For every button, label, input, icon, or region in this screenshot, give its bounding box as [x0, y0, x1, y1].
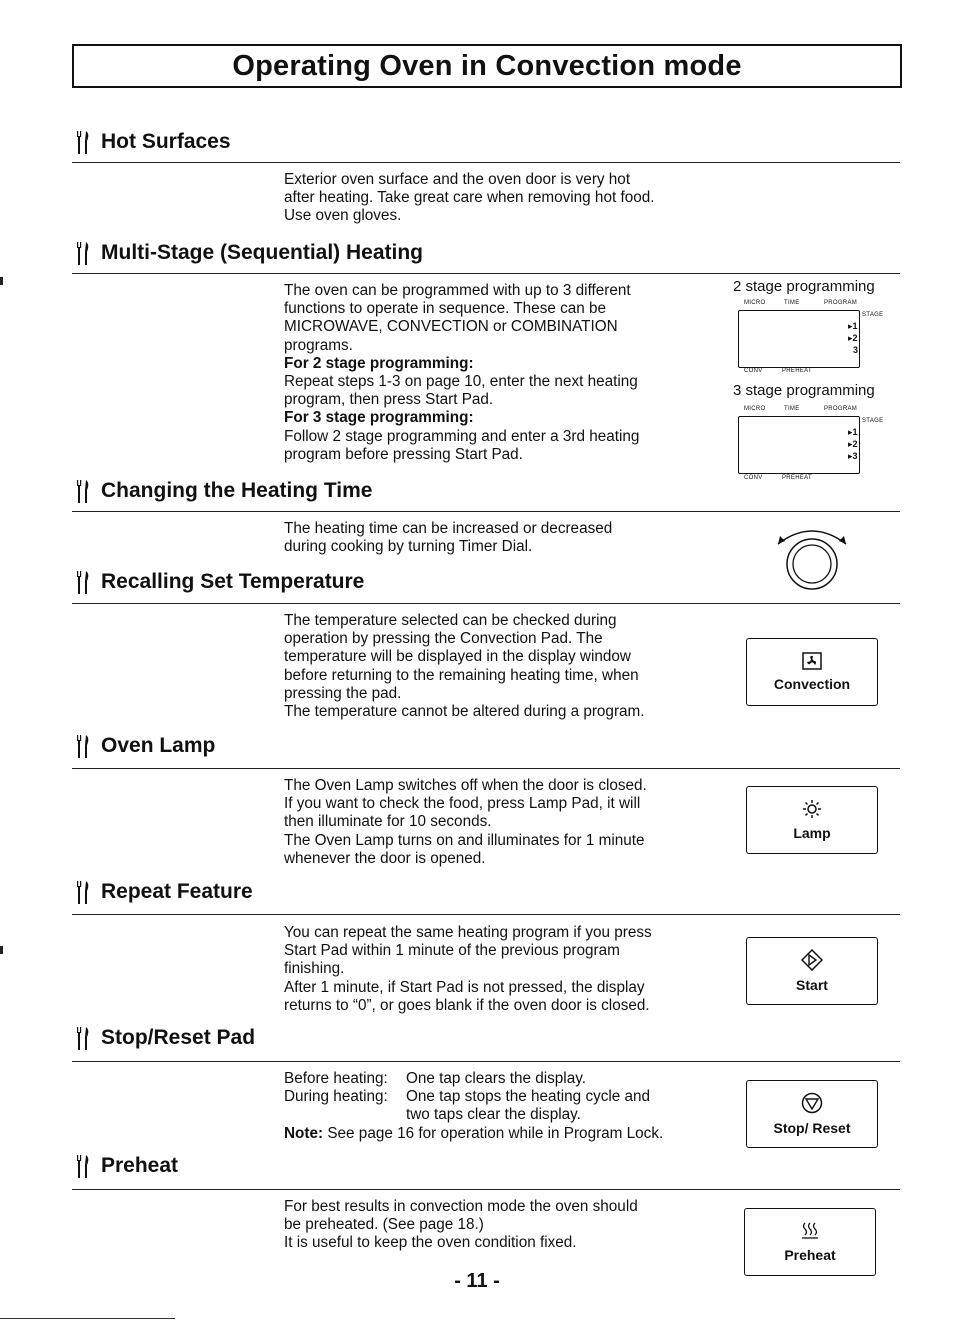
text-line: before returning to the remaining heating time, when	[284, 666, 639, 684]
preheat-pad[interactable]	[744, 1208, 876, 1276]
pad-label: Stop/ Reset	[773, 1120, 851, 1136]
section-heading-text: Repeat Feature	[101, 880, 253, 903]
section-rule	[72, 273, 900, 274]
text-line: operation by pressing the Convection Pad. The	[284, 630, 603, 648]
multi-stage-text	[284, 282, 714, 464]
display-2-stage	[738, 298, 888, 376]
text-line: The temperature cannot be altered during a program.	[284, 703, 645, 721]
repeat-feature-text	[284, 924, 714, 1015]
text-line: Repeat steps 1-3 on page 10, enter the next heating	[284, 373, 638, 391]
section-rule	[72, 1061, 900, 1062]
stage-number: 2	[852, 333, 858, 343]
stage-number: 3	[853, 345, 859, 355]
start-pad[interactable]	[746, 937, 878, 1005]
stop-reset-text	[284, 1070, 724, 1143]
row-label: During heating:	[284, 1088, 388, 1106]
text-line: The oven can be programmed with up to 3 different	[284, 282, 631, 299]
text-line: It is useful to keep the oven condition fixed.	[284, 1234, 577, 1252]
text-line: Follow 2 stage programming and enter a 3rd heating	[284, 427, 640, 445]
display-label: PROGRAM	[824, 406, 858, 412]
stage-indicators: ▸1 ▸2 ▸3	[848, 427, 858, 461]
fork-knife-icon	[75, 1026, 95, 1050]
row-text: One tap stops the heating cycle and	[406, 1088, 651, 1106]
text-line: MICROWAVE, CONVECTION or COMBINATION	[284, 318, 618, 336]
stop-reset-pad[interactable]	[746, 1080, 878, 1148]
convection-pad[interactable]	[746, 638, 878, 706]
heat-waves-icon	[799, 1221, 821, 1241]
display-window	[738, 310, 860, 368]
section-rule	[72, 1189, 900, 1190]
fork-knife-icon	[75, 1154, 95, 1178]
section-rule	[72, 511, 900, 512]
display-label: TIME	[784, 300, 800, 306]
light-bulb-icon	[802, 799, 822, 819]
changing-time-text	[284, 520, 714, 556]
subheading-3-stage: For 3 stage programming:	[284, 409, 474, 427]
section-heading-text: Changing the Heating Time	[101, 479, 373, 502]
text-line: The temperature selected can be checked during	[284, 612, 617, 629]
row-text: two taps clear the display.	[406, 1106, 581, 1124]
display-label: TIME	[784, 406, 800, 412]
stage-indicators: ▸1 ▸2 3	[848, 321, 859, 355]
preheat-text	[284, 1198, 714, 1253]
display-window	[738, 416, 860, 474]
text-line: be preheated. (See page 18.)	[284, 1216, 484, 1234]
start-icon	[801, 949, 823, 971]
text-line: temperature will be displayed in the display window	[284, 648, 631, 666]
text-line: returns to “0”, or goes blank if the oven door is closed.	[284, 996, 650, 1014]
text-line: then illuminate for 10 seconds.	[284, 813, 492, 831]
text-line: For best results in convection mode the oven should	[284, 1198, 638, 1215]
display-label: MICRO	[744, 406, 766, 412]
section-heading-recalling-temp	[75, 570, 364, 594]
section-heading-hot-surfaces	[75, 130, 231, 154]
footer-rule	[0, 1318, 175, 1319]
text-line: Start Pad within 1 minute of the previous program	[284, 942, 620, 960]
text-line: The heating time can be increased or decreased	[284, 520, 613, 537]
oven-lamp-text	[284, 777, 714, 868]
pad-label: Preheat	[784, 1247, 836, 1263]
fork-knife-icon	[75, 570, 95, 594]
fork-knife-icon	[75, 880, 95, 904]
text-line: After 1 minute, if Start Pad is not pressed, the display	[284, 978, 645, 996]
section-rule	[72, 603, 900, 604]
fork-knife-icon	[75, 130, 95, 154]
text-line: finishing.	[284, 960, 345, 978]
lamp-pad[interactable]	[746, 786, 878, 854]
margin-mark	[0, 277, 3, 285]
page-number: - 11 -	[454, 1270, 500, 1292]
stop-reset-icon	[801, 1092, 823, 1114]
display-label: CONV	[744, 368, 763, 374]
section-heading-text: Multi-Stage (Sequential) Heating	[101, 241, 424, 264]
text-line: program before pressing Start Pad.	[284, 445, 523, 463]
text-line: program, then press Start Pad.	[284, 391, 494, 409]
text-line: Exterior oven surface and the oven door is very hot	[284, 171, 631, 188]
row-text: One tap clears the display.	[406, 1070, 586, 1087]
section-rule	[72, 914, 900, 915]
display-label: PROGRAM	[824, 300, 858, 306]
display-3-stage	[738, 404, 888, 484]
note-text: See page 16 for operation while in Program Lock.	[327, 1124, 664, 1142]
section-heading-stop-reset	[75, 1026, 255, 1050]
section-heading-text: Recalling Set Temperature	[101, 570, 365, 593]
section-heading-repeat-feature	[75, 880, 253, 904]
text-line: programs.	[284, 336, 353, 354]
margin-mark	[0, 946, 3, 954]
text-line: You can repeat the same heating program if you press	[284, 924, 652, 941]
display-label: MICRO	[744, 300, 766, 306]
display-label: CONV	[744, 475, 763, 481]
text-line: functions to operate in sequence. These can be	[284, 300, 607, 318]
display-caption-2-stage: 2 stage programming	[733, 278, 875, 295]
fork-knife-icon	[75, 734, 95, 758]
text-line: during cooking by turning Timer Dial.	[284, 538, 533, 556]
stage-number: 1	[852, 427, 858, 437]
pad-label: Start	[796, 977, 828, 993]
display-caption-3-stage: 3 stage programming	[733, 382, 875, 399]
text-line: The Oven Lamp turns on and illuminates for 1 minute	[284, 831, 645, 849]
section-heading-oven-lamp	[75, 734, 215, 758]
pad-label: Lamp	[793, 825, 831, 841]
text-line: whenever the door is opened.	[284, 849, 486, 867]
display-label: PREHEAT	[782, 368, 812, 374]
fork-knife-icon	[75, 479, 95, 503]
section-heading-text: Stop/Reset Pad	[101, 1026, 256, 1049]
section-heading-text: Preheat	[101, 1154, 179, 1177]
stage-number: 2	[852, 439, 858, 449]
pad-label: Convection	[773, 676, 851, 692]
timer-dial-icon	[764, 520, 860, 594]
fork-knife-icon	[75, 241, 95, 265]
subheading-2-stage: For 2 stage programming:	[284, 354, 474, 372]
page-title: Operating Oven in Convection mode	[72, 44, 902, 88]
display-stage-label: STAGE	[862, 312, 884, 318]
section-heading-text: Hot Surfaces	[101, 130, 231, 153]
stage-number: 1	[852, 321, 858, 331]
text-line: Use oven gloves.	[284, 207, 402, 225]
section-heading-preheat	[75, 1154, 178, 1178]
display-stage-label: STAGE	[862, 418, 884, 424]
fan-icon	[802, 652, 822, 670]
note-label: Note:	[284, 1124, 324, 1142]
hot-surfaces-text	[284, 171, 714, 226]
section-heading-changing-time	[75, 479, 372, 503]
section-heading-multi-stage	[75, 241, 423, 265]
section-rule	[72, 768, 900, 769]
text-line: pressing the pad.	[284, 684, 402, 702]
text-line: after heating. Take great care when removing hot food.	[284, 189, 655, 207]
row-label: Before heating:	[284, 1070, 388, 1087]
text-line: If you want to check the food, press Lamp Pad, it will	[284, 795, 641, 813]
text-line: The Oven Lamp switches off when the door is closed.	[284, 777, 647, 794]
section-rule	[72, 162, 900, 163]
recalling-temp-text	[284, 612, 714, 721]
display-label: PREHEAT	[782, 475, 812, 481]
section-heading-text: Oven Lamp	[101, 734, 216, 757]
stage-number: 3	[852, 451, 858, 461]
